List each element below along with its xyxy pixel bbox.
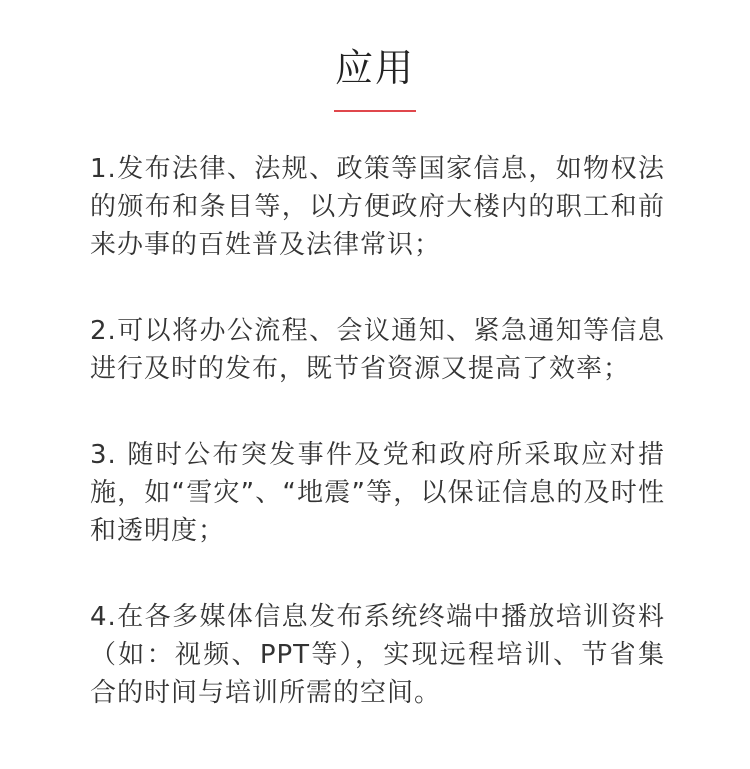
paragraph-4: 4.在各多媒体信息发布系统终端中播放培训资料（如：视频、PPT等），实现远程培训、节省集合的时间与培训所需的空间。 <box>90 602 665 708</box>
paragraph-1: 1.发布法律、法规、政策等国家信息，如物权法的颁布和条目等，以方便政府大楼内的职工和前来办事的百姓普及法律常识； <box>90 154 665 260</box>
page-title: 应用 <box>334 46 415 90</box>
paragraph-2: 2.可以将办公流程、会议通知、紧急通知等信息进行及时的发布，既节省资源又提高了效率； <box>90 316 665 384</box>
paragraph-3: 3. 随时公布突发事件及党和政府所采取应对措施，如“雪灾”、“地震”等，以保证信息的及时性和透明度； <box>90 440 665 546</box>
title-underline <box>334 110 416 112</box>
content-body <box>90 150 665 712</box>
